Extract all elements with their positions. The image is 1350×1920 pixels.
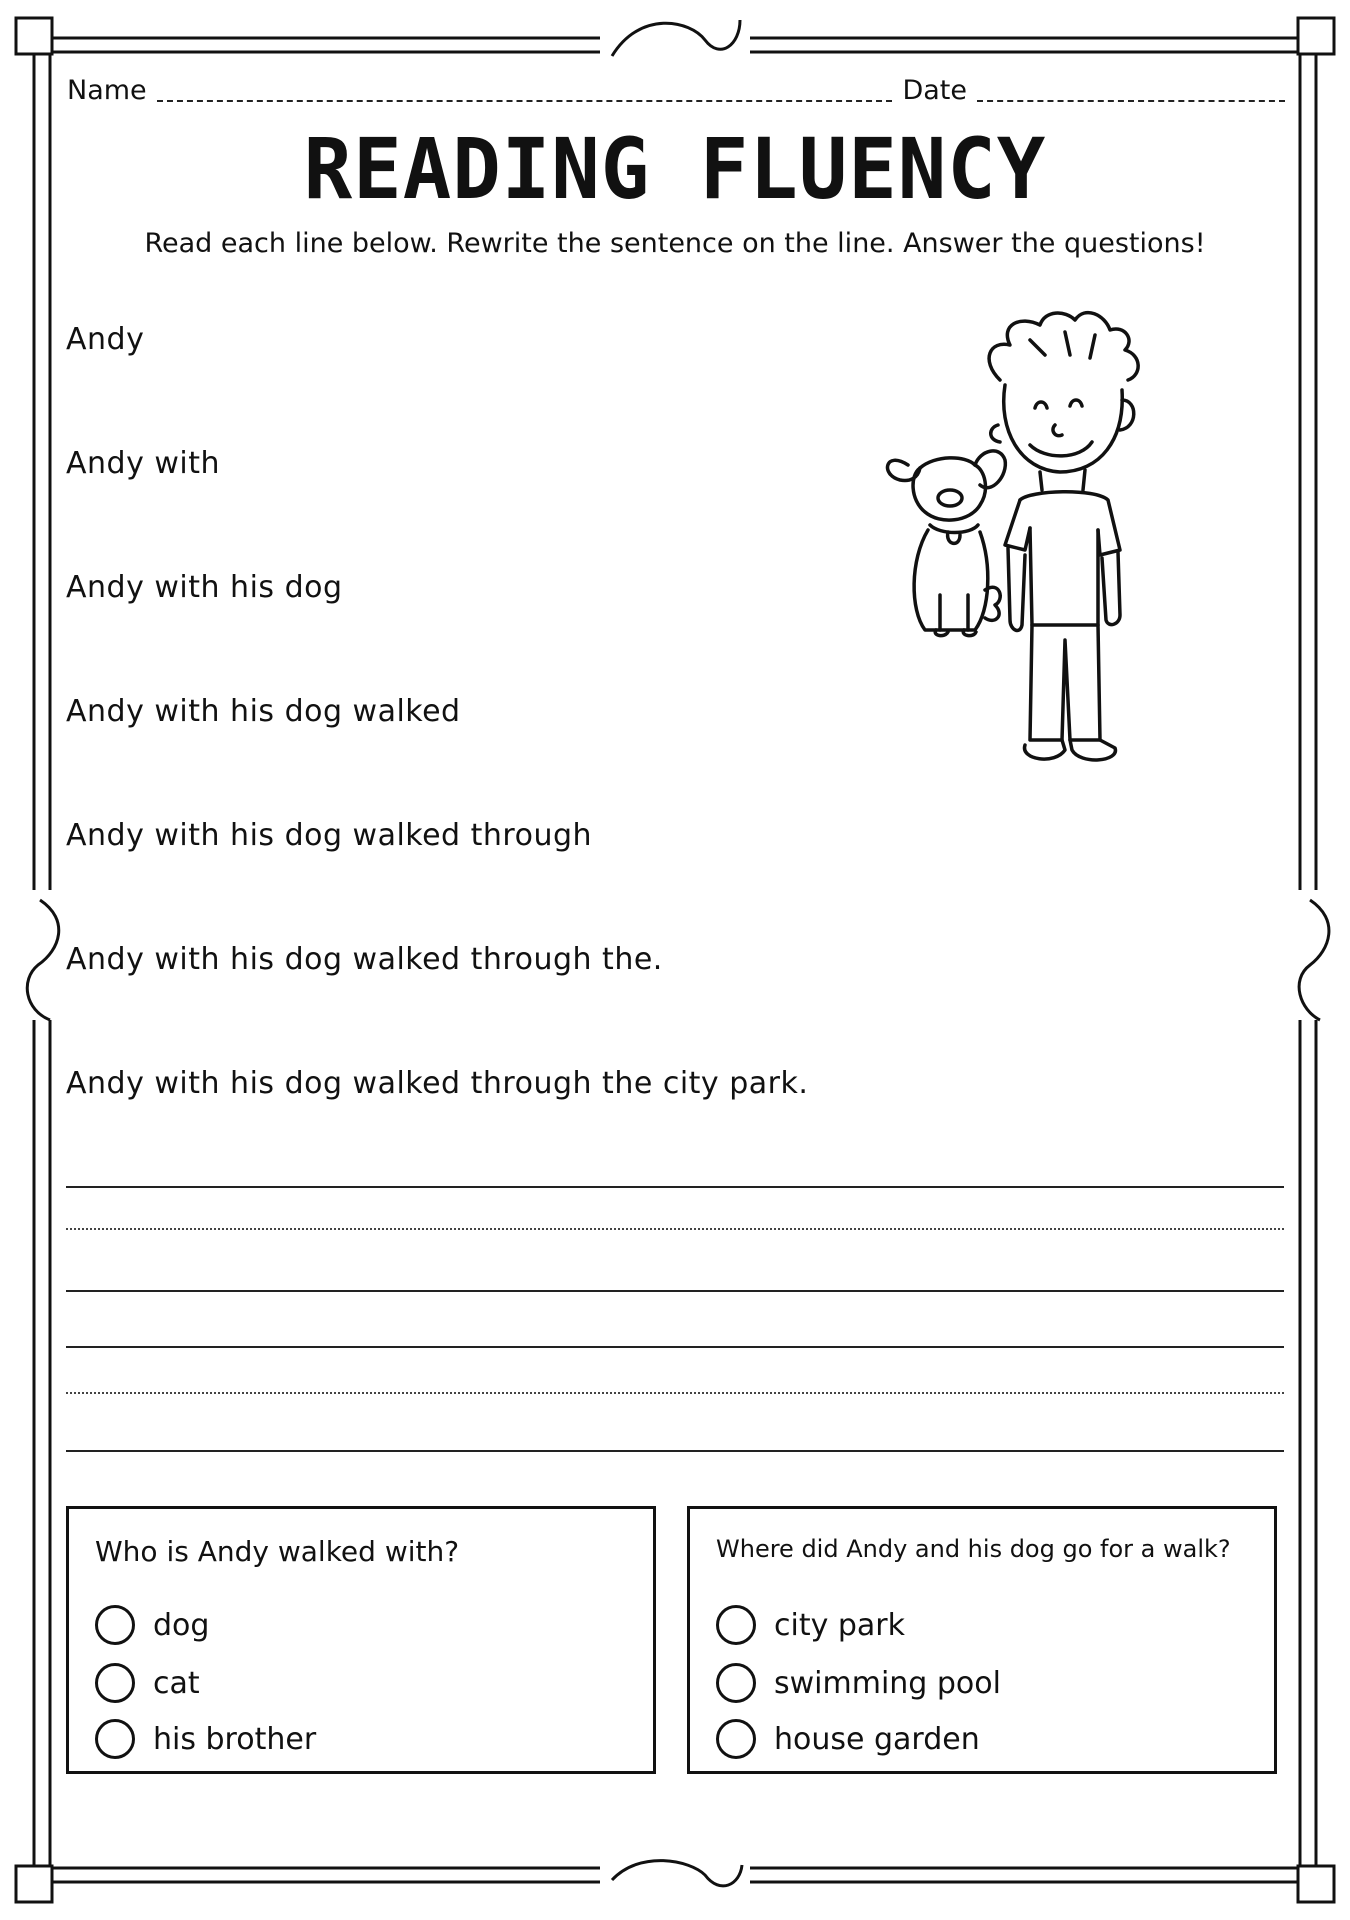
- option-dog[interactable]: [95, 1605, 209, 1645]
- question-box-who: [66, 1506, 656, 1774]
- writing-line-top[interactable]: [66, 1186, 1284, 1188]
- option-label: swimming pool: [774, 1665, 1001, 1701]
- date-label: Date: [902, 75, 967, 106]
- boy-head: [991, 385, 1134, 472]
- dog: [888, 451, 1006, 636]
- boy-and-dog-illustration: [880, 300, 1240, 800]
- sentence-line: Andy with his dog walked through: [66, 818, 593, 853]
- radio-circle-icon[interactable]: [716, 1719, 756, 1759]
- sentence-line: Andy with his dog walked through the city park.: [66, 1066, 809, 1101]
- name-label: Name: [67, 75, 147, 106]
- name-field[interactable]: [157, 78, 893, 102]
- option-cat[interactable]: [95, 1663, 200, 1703]
- question-text: Where did Andy and his dog go for a walk?: [716, 1535, 1231, 1563]
- option-label: house garden: [774, 1721, 980, 1757]
- writing-line-mid: [66, 1392, 1284, 1394]
- option-label: his brother: [153, 1721, 317, 1757]
- option-label: cat: [153, 1665, 200, 1701]
- radio-circle-icon[interactable]: [95, 1719, 135, 1759]
- sentence-line: Andy with his dog walked through the.: [66, 942, 663, 977]
- writing-line-base[interactable]: [66, 1450, 1284, 1452]
- question-box-where: [687, 1506, 1277, 1774]
- option-label: city park: [774, 1607, 906, 1643]
- option-his-brother[interactable]: [95, 1719, 316, 1759]
- date-field[interactable]: [977, 78, 1285, 102]
- writing-line-mid: [66, 1228, 1284, 1230]
- option-house-garden[interactable]: [716, 1719, 980, 1759]
- sentence-line: Andy with: [66, 446, 221, 481]
- option-swimming-pool[interactable]: [716, 1663, 1001, 1703]
- sentence-line: Andy with his dog walked: [66, 694, 461, 729]
- instructions: Read each line below. Rewrite the sentence on the line. Answer the questions!: [144, 228, 1206, 259]
- radio-circle-icon[interactable]: [716, 1663, 756, 1703]
- radio-circle-icon[interactable]: [95, 1605, 135, 1645]
- writing-line-base[interactable]: [66, 1290, 1284, 1292]
- page-title: READING FLUENCY: [303, 120, 1047, 218]
- radio-circle-icon[interactable]: [716, 1605, 756, 1645]
- sentence-line: Andy with his dog: [66, 570, 343, 605]
- radio-circle-icon[interactable]: [95, 1663, 135, 1703]
- name-date-row: [67, 66, 1285, 106]
- writing-line-top[interactable]: [66, 1346, 1284, 1348]
- boy-body: [1005, 470, 1120, 760]
- question-text: Who is Andy walked with?: [95, 1535, 460, 1568]
- sentence-line: Andy: [66, 322, 145, 357]
- option-city-park[interactable]: [716, 1605, 905, 1645]
- option-label: dog: [153, 1607, 210, 1643]
- boy-hair: [989, 313, 1138, 380]
